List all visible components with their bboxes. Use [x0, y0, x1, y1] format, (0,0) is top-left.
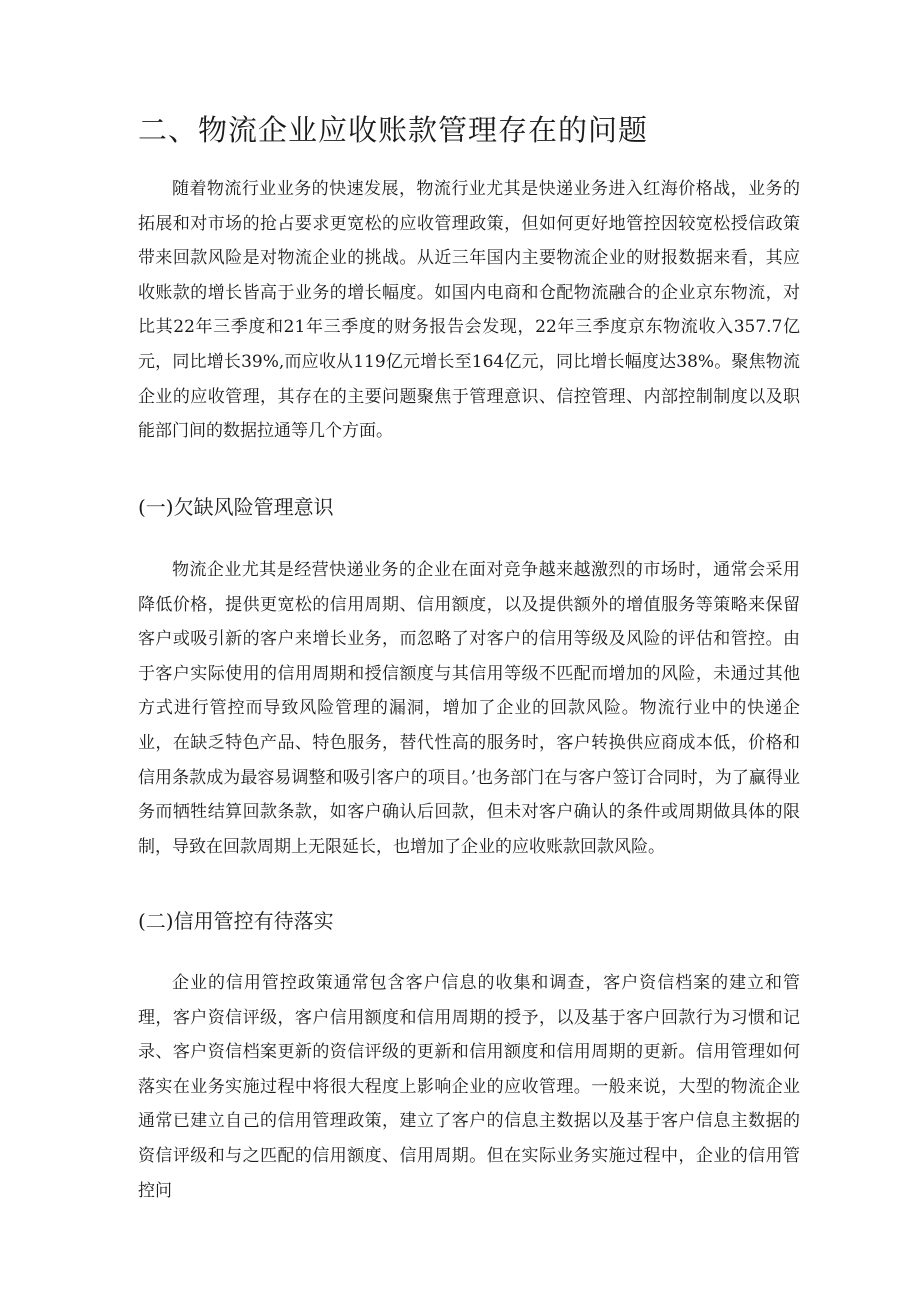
section-title: 二、物流企业应收账款管理存在的问题 — [138, 113, 649, 147]
subsection-paragraph-credit-control: 企业的信用管控政策通常包含客户信息的收集和调查，客户资信档案的建立和管理，客户资信评级，客户信用额度和信用周期的授予，以及基于客户回款行为习惯和记录、客户资信档案更新的资信评级的更新和信用额度和信用周期的更新。信用管理如何落实在业务实施过程中将很大程度上影响企业的应收管理。一般来说，大型的物流企业通常已建立自己的信用管理政策，建立了客户的信息主数据以及基于客户信息主数据的资信评级和与之匹配的信用额度、信用周期。但在实际业务实施过程中，企业的信用管控问 — [138, 973, 800, 1201]
subsection-heading-risk-awareness: (一)欠缺风险管理意识 — [138, 495, 334, 519]
intro-paragraph: 随着物流行业业务的快速发展，物流行业尤其是快递业务进入红海价格战，业务的拓展和对市场的抢占要求更宽松的应收管理政策，但如何更好地管控因较宽松授信政策带来回款风险是对物流企业的挑战。从近三年国内主要物流企业的财报数据来看，其应收账款的增长皆高于业务的增长幅度。如国内电商和仓配物流融合的企业京东物流，对比其22年三季度和21年三季度的财务报告会发现，22年三季度京东物流收入357.7亿元，同比增长39%,而应收从119亿元增长至164亿元，同比增长幅度达38%。聚焦物流企业的应收管理，其存在的主要问题聚焦于管理意识、信控管理、内部控制制度以及职能部门间的数据拉通等几个方面。 — [138, 179, 800, 442]
subsection-heading-credit-control: (二)信用管控有待落实 — [138, 909, 334, 933]
subsection-paragraph-risk-awareness: 物流企业尤其是经营快递业务的企业在面对竞争越来越激烈的市场时，通常会采用降低价格，提供更宽松的信用周期、信用额度，以及提供额外的增值服务等策略来保留客户或吸引新的客户来增长业务，而忽略了对客户的信用等级及风险的评估和管控。由于客户实际使用的信用周期和授信额度与其信用等级不匹配而增加的风险，未通过其他方式进行管控而导致风险管理的漏洞，增加了企业的回款风险。物流行业中的快递企业，在缺乏特色产品、特色服务，替代性高的服务时，客户转换供应商成本低，价格和信用条款成为最容易调整和吸引客户的项目。’也务部门在与客户签订合同时，为了赢得业务而牺牲结算回款条款，如客户确认后回款，但未对客户确认的条件或周期做具体的限制，导致在回款周期上无限延长，也增加了企业的应收账款回款风险。 — [138, 560, 800, 857]
